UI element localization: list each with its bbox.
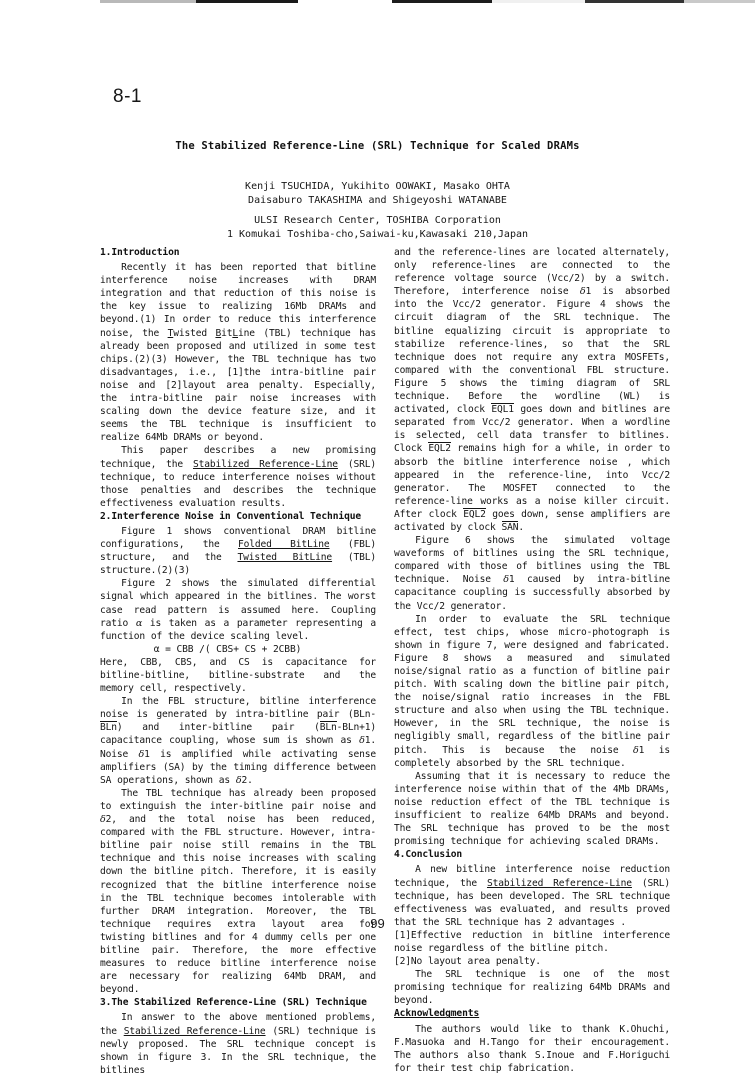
left-column: [100, 246, 376, 1077]
overline-eql2-b: EQL2: [463, 508, 486, 520]
right-paragraph-4: Assuming that it is necessary to reduce the interference noise within that of the 4Mb DRAMs, noise reduction effect of the TBL technique is insufficient to realize 64Mb DRAMs and beyond. The SRL technique has proved to be the most promising technique for achieving scaled DRAMs.: [394, 770, 670, 848]
text-run: goes down, sense amplifiers are activated by clock: [394, 508, 671, 533]
keyword-stabilized-reference-line: [193, 459, 338, 470]
text-run: Stabilized Reference-Line: [123, 1025, 266, 1037]
section-2-paragraph-4: [100, 695, 376, 787]
overline-eql1: EQL1: [491, 404, 514, 416]
right-column: [394, 246, 670, 1077]
text-run: (SRL) technique, has been developed. The SRL technique effectiveness was evaluated, and results proved that the SRL technique has 2 advantages .: [394, 877, 670, 928]
keyword-folded-bitline: [238, 539, 330, 550]
text-run: it: [221, 327, 233, 339]
right-paragraph-1: [394, 246, 670, 534]
symbol-alpha: α: [135, 617, 143, 629]
text-run: and the reference-lines are located alternately, only reference-lines are connected to the reference voltage source (Vcc/2) by a switch. Therefore, interference noise: [394, 247, 670, 298]
text-run: (SRL) technique, to reduce interference noises without those penalties and describes the technique effectiveness evaluation results.: [100, 458, 376, 509]
text-run: (TBL) structure.(2)(3): [100, 552, 376, 577]
acknowledgments-paragraph: The authors would like to thank K.Ohuchi, F.Masuoka and H.Tango for their encouragement. The authors also thank S.Inoue and F.Horiguchi for their test chip fabrication.: [394, 1023, 670, 1074]
affiliation-block: [0, 214, 755, 242]
text-run: (FBL) structure, and the: [100, 539, 376, 564]
session-identifier: 8-1: [113, 86, 142, 107]
section-3-paragraph-1: [100, 1011, 376, 1076]
overline-bln-1: BLn: [100, 722, 117, 734]
text-run: (SRL) technique is newly proposed. The SRL technique concept is shown in figure 3. In the SRL technique, the bitlines: [100, 1025, 376, 1076]
section-2-paragraph-1: [100, 525, 376, 577]
text-run: wisted: [173, 327, 216, 339]
two-column-body: [100, 246, 670, 1077]
keyword-twisted-bitline-2: [237, 552, 332, 563]
section-2-paragraph-5: [100, 787, 376, 997]
text-run: A new bitline interference noise reduction technique, the: [394, 864, 670, 889]
paper-title: The Stabilized Reference-Line (SRL) Technique for Scaled DRAMs: [175, 140, 580, 152]
page-number: 99: [370, 916, 385, 931]
text-run: is taken as a parameter representing a function of the device scaling level.: [100, 617, 376, 642]
overline-eql2-a: EQL2: [428, 443, 451, 455]
author-line-1: Kenji TSUCHIDA, Yukihito OOWAKI, Masako OHTA: [245, 181, 510, 192]
text-run: remains high for a while, in order to absorb the bitline interference noise , which appeared in the reference-line, into Vcc/2 generator. The MOSFET connected to the reference-line works as a noise killer circuit. After clock: [394, 443, 670, 520]
symbol-delta-3: δ: [235, 774, 242, 786]
overline-san: SAN: [501, 521, 519, 533]
coupling-ratio-equation: α = CBB /( CBS+ CS + 2CBB): [153, 643, 302, 655]
section-2-heading: 2.Interference Noise in Conventional Technique: [100, 510, 362, 522]
text-run: 2, and the total noise has been reduced, compared with the FBL structure. However, intra-bitline pair noise still remains in the TBL technique and this noise increases with scaling down the bitline pitch. Therefore, it is easily recognized that the bitline interference noise in the TBL technique becomes intolerable with further DRAM integration. Moreover, the TBL technique requires extra layout area for twisting bitlines and for 4 dummy cells per one bitline pair. Therefore, the more effective measures to reduce bitline interference noise are necessary for realizing 64Mb DRAM, and beyond.: [100, 814, 376, 996]
text-run: Figure 2 shows the simulated differential signal which appeared in the bitlines. The worst case read pattern is assumed here. Coupling ratio: [100, 578, 376, 629]
text-run: (TBL) technique has already been proposed and utilized in some test chips.(2)(3) However, the TBL technique has two disadvantages, i.e., [1]the intra-bitline pair noise and [2]layout area penalty. Especially, the intra-bitline pair noise increases with scaling down the device feature size, and it seems the TBL technique is insufficient to realize 64Mb DRAMs or beyond.: [100, 327, 376, 444]
section-4-heading: 4.Conclusion: [394, 849, 463, 861]
symbol-delta-2: δ: [138, 748, 145, 760]
text-run: Folded BitLine: [238, 539, 330, 551]
text-run: -BLn+1) capacitance coupling, whose sum is shown as: [100, 722, 376, 747]
text-run: Stabilized Reference-Line: [486, 877, 632, 889]
section-4-paragraph-2: The SRL technique is one of the most promising technique for realizing 64Mb DRAMs and beyond.: [394, 969, 670, 1007]
text-run: goes down and bitlines are separated from Vcc/2 generator. When a wordline is selected, cell data transfer to bitlines. Clock: [394, 404, 670, 455]
author-line-2: Daisaburo TAKASHIMA and Shigeyoshi WATANABE: [248, 195, 507, 206]
section-3-heading: 3.The Stabilized Reference-Line (SRL) Technique: [100, 997, 367, 1009]
text-run: In answer to the above mentioned problems, the: [100, 1012, 376, 1037]
keyword-stabilized-reference-line-3: [487, 878, 632, 889]
text-run: 1. Noise: [100, 735, 376, 760]
section-1-heading: 1.Introduction: [100, 247, 180, 258]
text-run: .: [518, 521, 525, 533]
text-run: Twisted BitLine: [237, 552, 333, 564]
keyword-stabilized-reference-line-2: [124, 1026, 266, 1037]
text-run: L: [232, 327, 239, 339]
text-run: The TBL technique has already been proposed to extinguish the inter-bitline pair noise and: [100, 787, 376, 812]
section-2-paragraph-3: Here, CBB, CBS, and CS is capacitance for bitline-bitline, bitline-substrate and the memory cell, respectively.: [100, 656, 376, 695]
text-run: Figure 1 shows conventional DRAM bitline configurations, the: [100, 525, 376, 551]
text-run: This paper describes a new promising technique, the: [100, 445, 376, 470]
text-run: Figure 6 shows the simulated voltage waveforms of bitlines using the SRL technique, compared with those of bitlines using the TBL technique. Noise: [394, 535, 670, 586]
affiliation-line-1: ULSI Research Center, TOSHIBA Corporation: [254, 215, 501, 226]
symbol-delta-5: δ: [579, 286, 586, 298]
text-run: 1 is absorbed into the Vcc/2 generator. Figure 4 shows the circuit diagram of the SRL technique. The bitline equalizing circuit is appropriate to stabilize reference-lines, so that the SRL technique does not require any extra MOSFETs, compared with the conventional FBL structure. Figure 5 shows the timing diagram of SRL technique. Before the wordline (WL) is activated, clock: [394, 286, 670, 416]
advantage-item-2: [2]No layout area penalty.: [394, 956, 541, 968]
section-1-paragraph-2: [100, 444, 376, 509]
right-paragraph-3: [394, 613, 670, 770]
text-run: 1 caused by intra-bitline capacitance coupling is successfully absorbed by the Vcc/2 generator.: [394, 574, 671, 612]
text-run: 2.: [241, 774, 253, 786]
text-run: 1 is amplified while activating sense amplifiers (SA) by the timing difference between SA operations, shown as: [100, 748, 376, 786]
text-run: ine: [238, 327, 255, 339]
symbol-delta-6: δ: [503, 574, 509, 586]
acknowledgments-heading-text: Acknowledgments: [394, 1008, 480, 1020]
text-run: B: [215, 327, 222, 339]
overline-bln-2: BLn: [319, 722, 337, 734]
text-run: In order to evaluate the SRL technique effect, test chips, whose micro-photograph is shown in figure 7, were designed and fabricated. Figure 8 shows a measured and simulated noise/signal ratio as a function of bitline pair pitch. With scaling down the bitline pair pitch, the noise/signal ratio increases in the FBL structure and also when using the TBL technique. However, in the SRL technique, the noise is negligibly small, regardless of the bitline pair pitch. This is because the noise: [394, 613, 670, 756]
section-1-paragraph-1: [100, 261, 376, 444]
acknowledgments-heading: [394, 1007, 670, 1020]
text-run: Recently it has been reported that bitline interference noise increases with DRAM integration and that reduction of this noise is the key issue to realizing 16Mb DRAMs and beyond.(1) In order to reduce this interference noise, the: [100, 262, 376, 339]
symbol-delta-7: δ: [632, 744, 639, 756]
symbol-delta-1: δ: [359, 735, 365, 747]
text-run: T: [167, 327, 174, 339]
section-2-paragraph-2: [100, 577, 376, 642]
right-paragraph-2: [394, 534, 670, 613]
text-run: Stabilized Reference-Line: [192, 458, 338, 470]
author-list: [0, 180, 755, 208]
affiliation-line-2: 1 Komukai Toshiba-cho,Saiwai-ku,Kawasaki 210,Japan: [226, 229, 529, 240]
symbol-delta-4: δ: [100, 814, 106, 826]
advantage-item-1: [1]Effective reduction in bitline interference noise regardless of the bitline pitch.: [394, 929, 670, 954]
text-run: In the FBL structure, bitline interference noise is generated by intra-bitline pair (BLn-: [100, 696, 376, 721]
text-run: ) and inter-bitline pair (: [116, 722, 320, 734]
text-run: 1 is completely absorbed by the SRL technique.: [394, 744, 670, 769]
